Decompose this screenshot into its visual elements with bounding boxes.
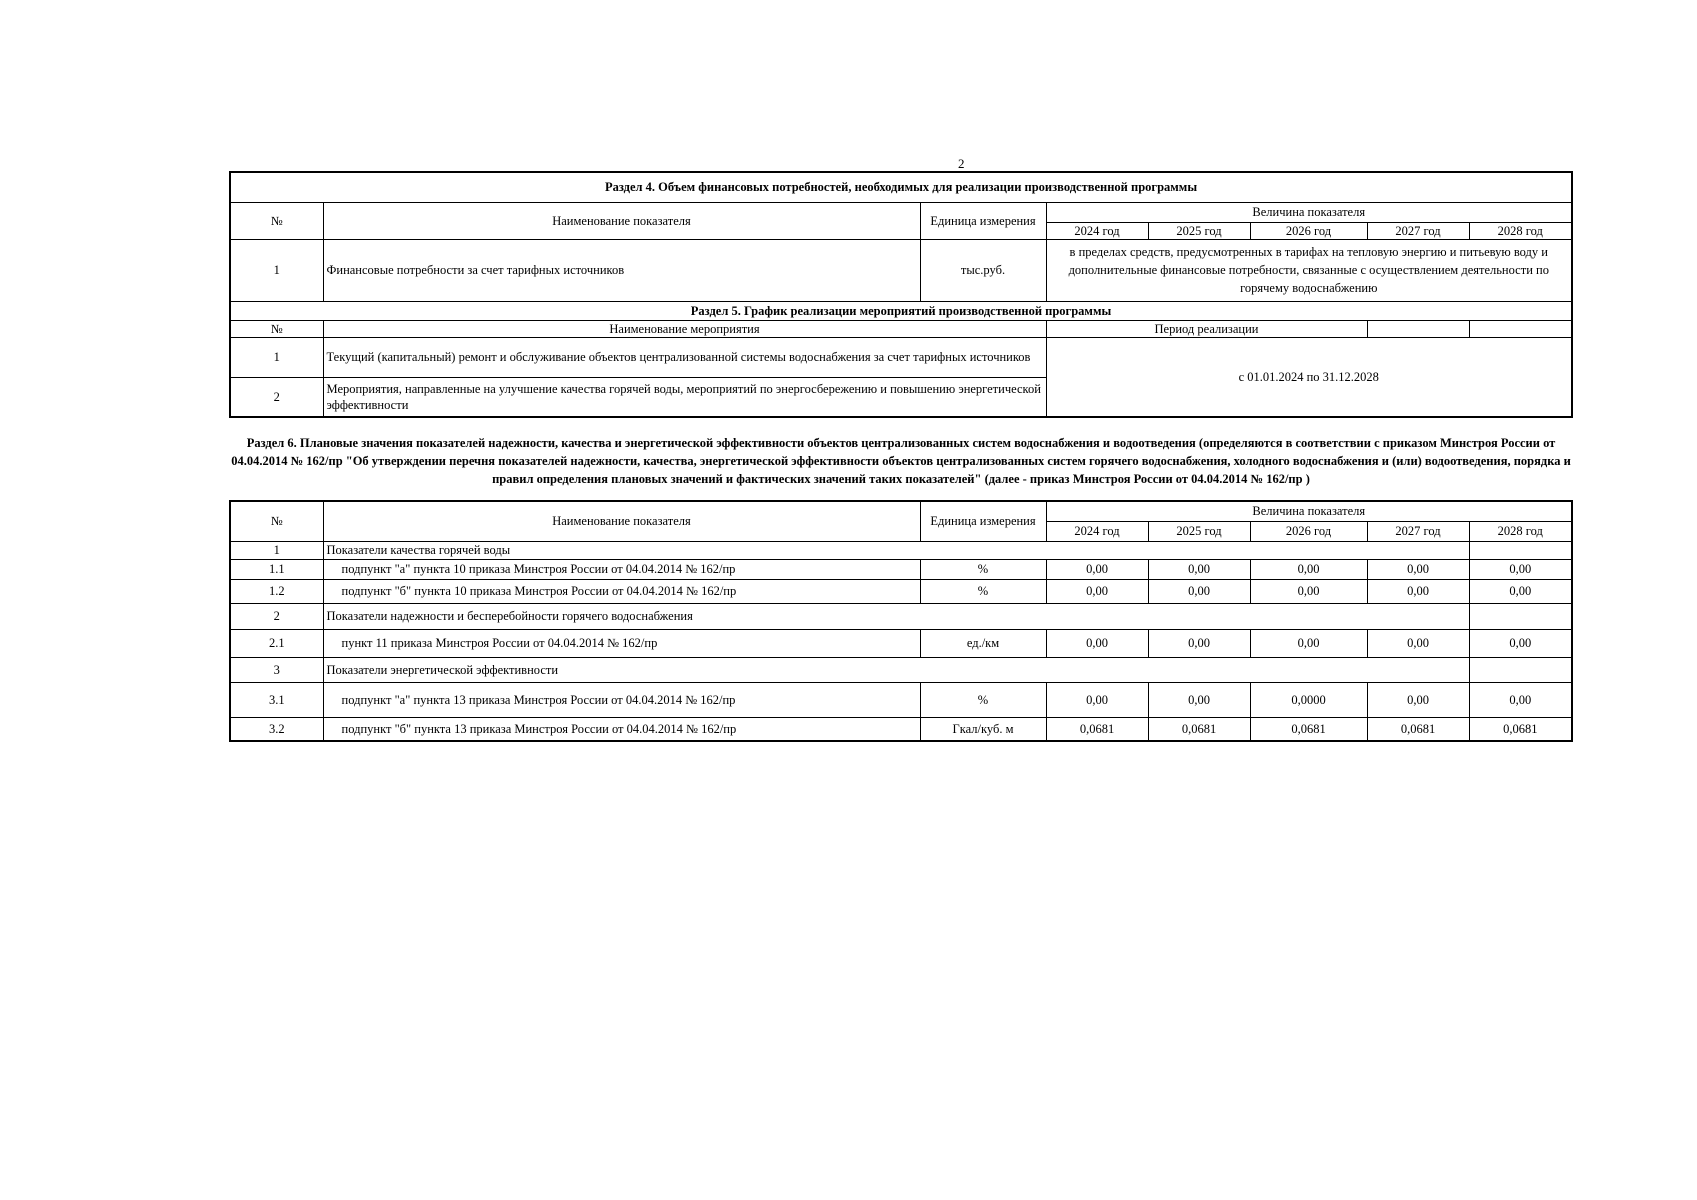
group-2-num: 2	[230, 603, 323, 629]
row-1-1-unit: %	[920, 559, 1046, 579]
row-3-1-value-2026: 0,0000	[1250, 682, 1367, 717]
row-3-1-unit: %	[920, 682, 1046, 717]
table-row	[230, 682, 1572, 717]
row-2-1-name: пункт 11 приказа Минстроя России от 04.04.2014 № 162/пр	[323, 629, 920, 657]
row-1-2-num: 1.2	[230, 579, 323, 603]
sections-4-5-table	[229, 171, 1573, 418]
section5-header-name: Наименование мероприятия	[323, 320, 1046, 337]
section6-title: Раздел 6. Плановые значения показателей надежности, качества и энергетической эффективности объектов централизованных систем водоснабжения и водоотведения (определяются в соответствии с приказом Минстроя России от 04.04.2014 № 162/пр "Об утверждении перечня показателей надежности, качества, энергетической эффективности объектов централизованных систем горячего водоснабжения, холодного водоснабжения и (или) водоотведения, порядка и правил определения плановых значений и фактических значений таких показателей" (далее - приказ Минстроя России от 04.04.2014 № 162/пр )	[231, 436, 1571, 486]
section5-row-2-name: Мероприятия, направленные на улучшение качества горячей воды, мероприятий по энергосбережению и повышению энергетической эффективности	[323, 377, 1046, 417]
group-1-name: Показатели качества горячей воды	[323, 541, 1469, 559]
row-1-2-value-2027: 0,00	[1367, 579, 1469, 603]
group-3-name: Показатели энергетической эффективности	[323, 657, 1469, 682]
section4-header-value: Величина показателя	[1046, 202, 1572, 222]
row-2-1-unit: ед./км	[920, 629, 1046, 657]
section6-header-unit: Единица измерения	[920, 501, 1046, 541]
row-3-1-name: подпункт "а" пункта 13 приказа Минстроя России от 04.04.2014 № 162/пр	[323, 682, 920, 717]
section4-header-unit: Единица измерения	[920, 202, 1046, 239]
table-row	[230, 629, 1572, 657]
row-1-2-value-2028: 0,00	[1469, 579, 1572, 603]
group-3-empty	[1469, 657, 1572, 682]
row-3-2-name: подпункт "б" пункта 13 приказа Минстроя России от 04.04.2014 № 162/пр	[323, 717, 920, 741]
row-3-1-value-2024: 0,00	[1046, 682, 1148, 717]
section5-title: Раздел 5. График реализации мероприятий производственной программы	[230, 301, 1572, 320]
row-1-2-name: подпункт "б" пункта 10 приказа Минстроя России от 04.04.2014 № 162/пр	[323, 579, 920, 603]
row-1-2-unit: %	[920, 579, 1046, 603]
row-3-1-num: 3.1	[230, 682, 323, 717]
group-2-name: Показатели надежности и бесперебойности горячего водоснабжения	[323, 603, 1469, 629]
section5-row-2-num: 2	[230, 377, 323, 417]
row-3-2-value-2027: 0,0681	[1367, 717, 1469, 741]
row-3-2-value-2025: 0,0681	[1148, 717, 1250, 741]
row-1-1-value-2027: 0,00	[1367, 559, 1469, 579]
section5-header-empty-1	[1367, 320, 1469, 337]
section4-row-num: 1	[230, 239, 323, 301]
section4-row-unit: тыс.руб.	[920, 239, 1046, 301]
table-row	[230, 603, 1572, 629]
section6-table	[229, 500, 1573, 742]
section5-header-num: №	[230, 320, 323, 337]
row-3-2-value-2026: 0,0681	[1250, 717, 1367, 741]
section6-header-num: №	[230, 501, 323, 541]
row-1-1-value-2028: 0,00	[1469, 559, 1572, 579]
table-row	[230, 541, 1572, 559]
row-1-1-name: подпункт "а" пункта 10 приказа Минстроя России от 04.04.2014 № 162/пр	[323, 559, 920, 579]
row-1-1-value-2025: 0,00	[1148, 559, 1250, 579]
group-1-empty	[1469, 541, 1572, 559]
section5-row-1-name: Текущий (капитальный) ремонт и обслуживание объектов централизованной системы водоснабжения за счет тарифных источников	[323, 337, 1046, 377]
page-number: 2	[958, 156, 965, 171]
group-1-num: 1	[230, 541, 323, 559]
row-1-1-value-2026: 0,00	[1250, 559, 1367, 579]
section4-year-2025: 2025 год	[1148, 222, 1250, 239]
row-3-2-num: 3.2	[230, 717, 323, 741]
section4-year-2028: 2028 год	[1469, 222, 1572, 239]
table-row	[230, 579, 1572, 603]
row-2-1-value-2025: 0,00	[1148, 629, 1250, 657]
section6-year-2025: 2025 год	[1148, 521, 1250, 541]
group-2-empty	[1469, 603, 1572, 629]
section4-title: Раздел 4. Объем финансовых потребностей, необходимых для реализации производственной программы	[230, 172, 1572, 202]
section4-header-name: Наименование показателя	[323, 202, 920, 239]
table-row	[230, 717, 1572, 741]
section5-row-1-num: 1	[230, 337, 323, 377]
section6-year-2027: 2027 год	[1367, 521, 1469, 541]
section6-year-2026: 2026 год	[1250, 521, 1367, 541]
row-2-1-value-2024: 0,00	[1046, 629, 1148, 657]
section4-row-value: в пределах средств, предусмотренных в тарифах на тепловую энергию и питьевую воду и дополнительные финансовые потребности, связанные с осуществлением деятельности по горячему водоснабжению	[1046, 239, 1572, 301]
section6-header-value: Величина показателя	[1046, 501, 1572, 521]
section4-header-num: №	[230, 202, 323, 239]
row-1-2-value-2026: 0,00	[1250, 579, 1367, 603]
row-1-2-value-2025: 0,00	[1148, 579, 1250, 603]
row-3-1-value-2028: 0,00	[1469, 682, 1572, 717]
section4-year-2026: 2026 год	[1250, 222, 1367, 239]
section4-row-name: Финансовые потребности за счет тарифных источников	[323, 239, 920, 301]
table-row	[230, 559, 1572, 579]
row-3-2-unit: Гкал/куб. м	[920, 717, 1046, 741]
section6-year-2024: 2024 год	[1046, 521, 1148, 541]
section5-header-empty-2	[1469, 320, 1572, 337]
group-3-num: 3	[230, 657, 323, 682]
row-1-1-value-2024: 0,00	[1046, 559, 1148, 579]
row-2-1-num: 2.1	[230, 629, 323, 657]
row-3-2-value-2024: 0,0681	[1046, 717, 1148, 741]
section5-period-value: с 01.01.2024 по 31.12.2028	[1046, 337, 1572, 417]
row-3-1-value-2027: 0,00	[1367, 682, 1469, 717]
row-3-1-value-2025: 0,00	[1148, 682, 1250, 717]
row-2-1-value-2028: 0,00	[1469, 629, 1572, 657]
table-row	[230, 657, 1572, 682]
section5-header-period: Период реализации	[1046, 320, 1367, 337]
row-2-1-value-2026: 0,00	[1250, 629, 1367, 657]
section4-year-2027: 2027 год	[1367, 222, 1469, 239]
row-3-2-value-2028: 0,0681	[1469, 717, 1572, 741]
row-1-2-value-2024: 0,00	[1046, 579, 1148, 603]
section6-header-name: Наименование показателя	[323, 501, 920, 541]
section4-year-2024: 2024 год	[1046, 222, 1148, 239]
row-1-1-num: 1.1	[230, 559, 323, 579]
row-2-1-value-2027: 0,00	[1367, 629, 1469, 657]
section6-year-2028: 2028 год	[1469, 521, 1572, 541]
